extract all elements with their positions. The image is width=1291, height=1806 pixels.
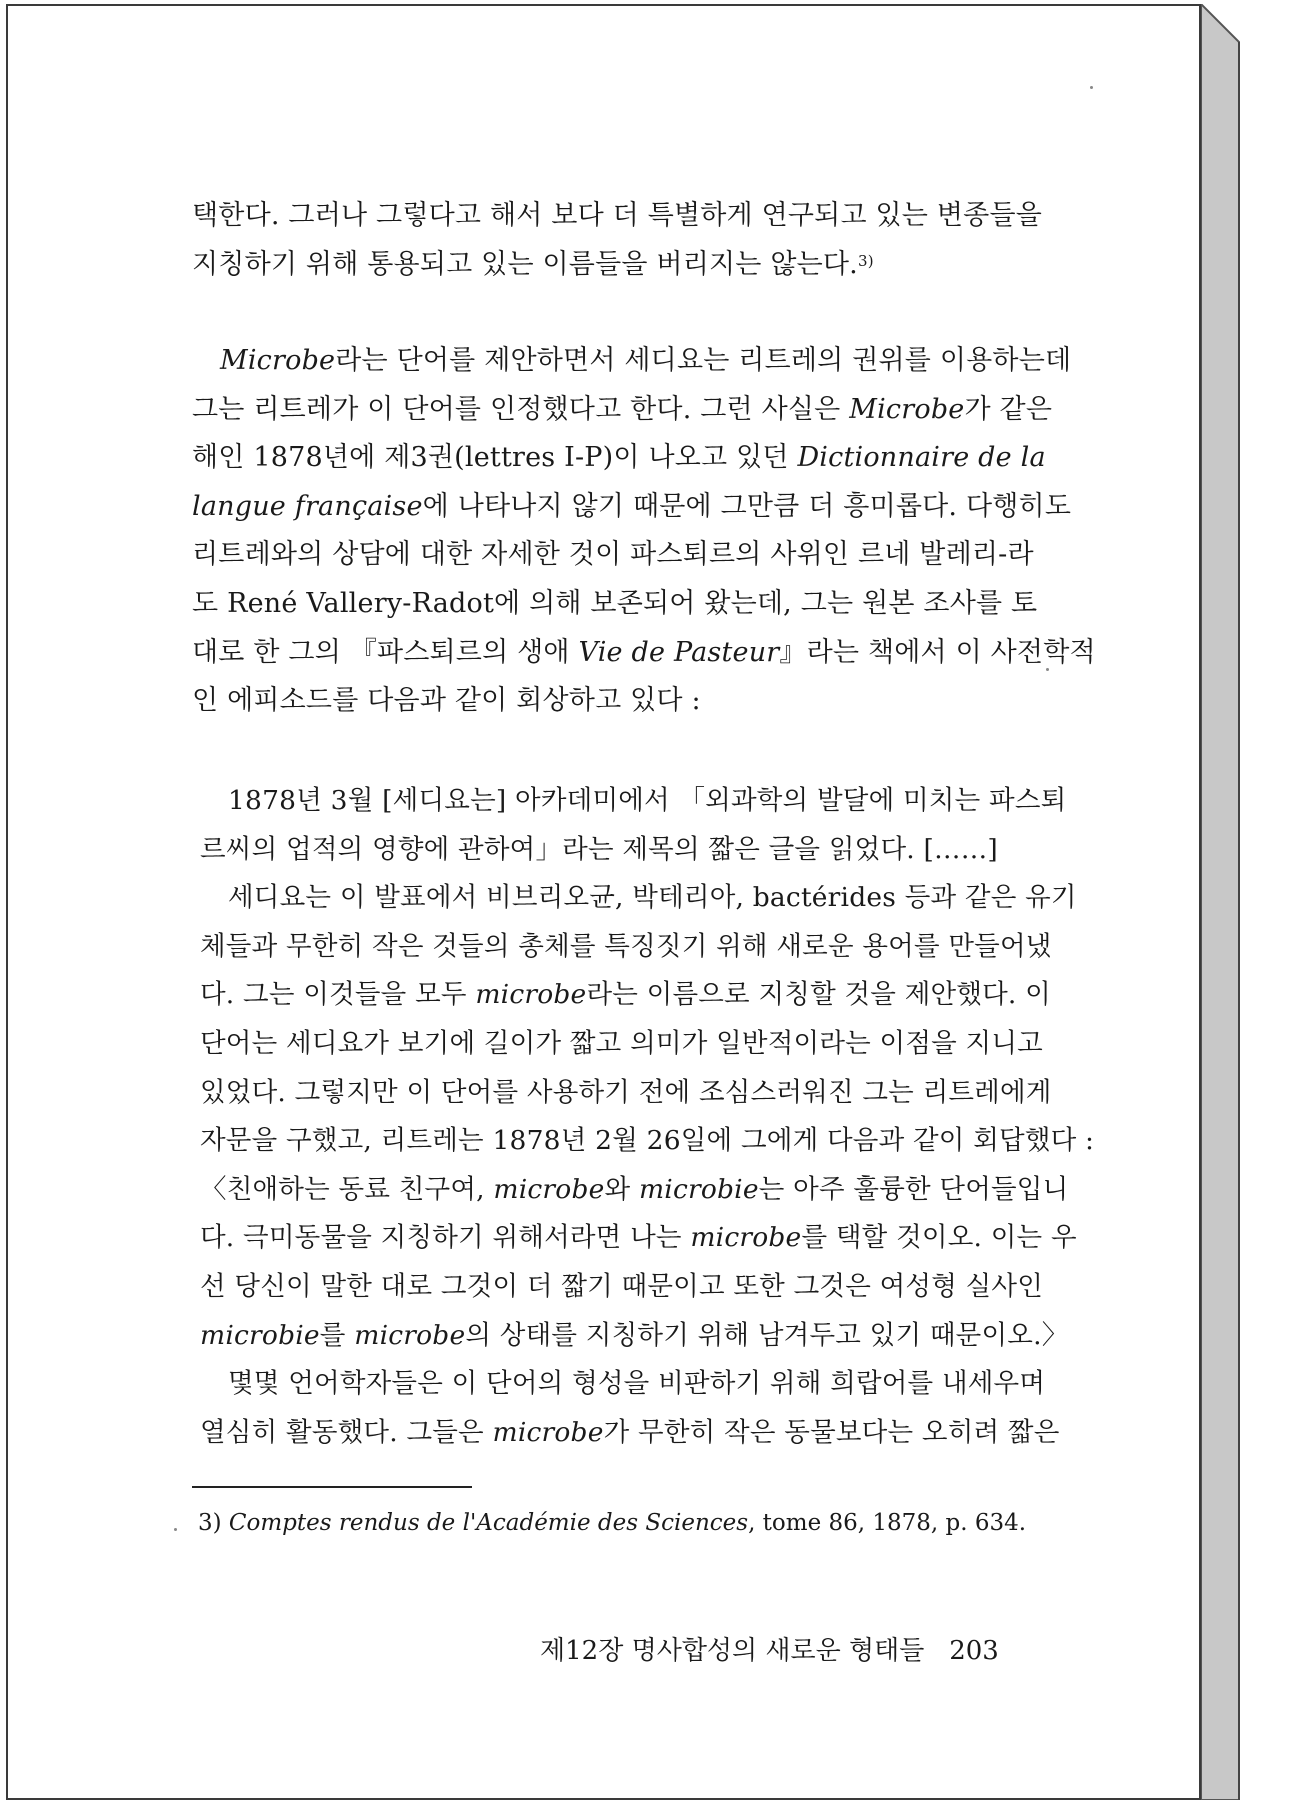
text-span: 지칭하기 위해 통용되고 있는 이름들을 버리지는 않는다. [192, 248, 858, 280]
text-line: 세디요는 이 발표에서 비브리오균, 박테리아, bactérides 등과 같은 유기 [228, 882, 1077, 914]
italic-term: microbe [354, 1319, 466, 1351]
text-span: 가 무한히 작은 동물보다는 오히려 짧은 [603, 1416, 1060, 1448]
text-span: 해인 1878년에 제3권(lettres I-P)이 나오고 있던 [192, 442, 798, 474]
italic-term: microbie [200, 1319, 320, 1351]
text-line [200, 1214, 1077, 1263]
speck [1046, 668, 1049, 671]
italic-term: Microbe [849, 393, 965, 425]
text-span: 그는 리트레가 이 단어를 인정했다고 한다. 그런 사실은 [192, 393, 850, 425]
text-line [192, 241, 1020, 290]
paragraph-microbe-cont [192, 386, 1096, 726]
text-span: 와 [604, 1173, 639, 1205]
text-span: 가 같은 [964, 393, 1053, 425]
chapter-title: 제12장 명사합성의 새로운 형태들 [540, 1636, 925, 1666]
text-line: 인 에피소드를 다음과 같이 회상하고 있다 : [192, 685, 701, 717]
footnote [198, 1510, 1026, 1536]
text-line [192, 434, 1046, 483]
text-span: 라는 이름으로 지칭할 것을 제안했다. 이 [586, 979, 1051, 1011]
text-line [192, 386, 1053, 435]
text-span: 열심히 활동했다. 그들은 [200, 1416, 493, 1448]
block-quote [200, 777, 1095, 1457]
paragraph-microbe [192, 337, 1072, 386]
italic-term: langue française [192, 490, 423, 522]
text-span: 〈친애하는 동료 친구여, [200, 1173, 494, 1205]
text-line [200, 1166, 1069, 1215]
italic-term: microbe [690, 1222, 802, 1254]
text-line [200, 971, 1051, 1020]
text-line: 체들과 무한히 작은 것들의 총체를 특징짓기 위해 새로운 용어를 만들어냈 [200, 930, 1052, 962]
footnote-ref: 3) [857, 251, 874, 270]
italic-term: microbie [638, 1173, 759, 1205]
text-line [192, 629, 1096, 678]
speck [174, 1528, 177, 1531]
italic-term: Vie de Pasteur [578, 636, 780, 668]
text-span: 라는 단어를 제안하면서 세디요는 리트레의 권위를 이용하는데 [335, 345, 1072, 376]
text-line: 도 René Vallery-Radot에 의해 보존되어 왔는데, 그는 원본 조사를 토 [192, 587, 1038, 619]
text-span: 』라는 책에서 이 사전학적 [779, 636, 1096, 668]
italic-term: Dictionnaire de la [797, 442, 1046, 474]
text-line: 르씨의 업적의 영향에 관하여」라는 제목의 짧은 글을 읽었다. [……] [200, 833, 998, 865]
text-span: 는 아주 훌륭한 단어들입니 [758, 1173, 1069, 1205]
italic-term: microbe [475, 979, 587, 1011]
text-span: 의 상태를 지칭하기 위해 남겨두고 있기 때문이오.〉 [465, 1319, 1069, 1351]
text-line: 1878년 3월 [세디요는] 아카데미에서 「외과학의 발달에 미치는 파스퇴 [228, 785, 1067, 816]
paragraph-continued [192, 192, 1043, 289]
text-span: 다. 그는 이것들을 모두 [200, 979, 476, 1011]
speck [1090, 86, 1093, 89]
text-line [200, 1312, 1069, 1361]
page-footer [540, 1630, 999, 1667]
text-line [220, 337, 1072, 386]
text-line [192, 483, 1072, 532]
italic-term: microbe [492, 1416, 604, 1448]
text-span: 를 택할 것이오. 이는 우 [801, 1222, 1077, 1254]
italic-term: Microbe [220, 345, 336, 376]
footnote-divider [192, 1486, 472, 1488]
page-number: 203 [949, 1636, 999, 1666]
book-edge-shading [1201, 4, 1259, 1800]
text-line: 몇몇 언어학자들은 이 단어의 형성을 비판하기 위해 희랍어를 내세우며 [228, 1368, 1046, 1400]
text-span: 에 나타나지 않기 때문에 그만큼 더 흥미롭다. 다행히도 [422, 490, 1072, 522]
text-line [200, 1409, 1060, 1458]
italic-term: microbe [493, 1173, 605, 1205]
text-span: 대로 한 그의 『파스퇴르의 생애 [192, 636, 579, 668]
footnote-details: , tome 86, 1878, p. 634. [748, 1510, 1027, 1536]
text-line: 단어는 세디요가 보기에 길이가 짧고 의미가 일반적이라는 이점을 지니고 [200, 1027, 1043, 1059]
text-line: 자문을 구했고, 리트레는 1878년 2월 26일에 그에게 다음과 같이 회답했다 : [200, 1125, 1095, 1157]
text-line: 있었다. 그렇지만 이 단어를 사용하기 전에 조심스러워진 그는 리트레에게 [200, 1076, 1052, 1108]
footnote-title: Comptes rendus de l'Académie des Sciences [228, 1510, 749, 1536]
text-span: 를 [319, 1319, 355, 1351]
text-line: 택한다. 그러나 그렇다고 해서 보다 더 특별하게 연구되고 있는 변종들을 [192, 200, 1043, 231]
text-line: 선 당신이 말한 대로 그것이 더 짧기 때문이고 또한 그것은 여성형 실사인 [200, 1270, 1044, 1302]
text-line: 리트레와의 상담에 대한 자세한 것이 파스퇴르의 사위인 르네 발레리-라 [192, 539, 1034, 571]
text-span: 다. 극미동물을 지칭하기 위해서라면 나는 [200, 1222, 691, 1254]
footnote-number: 3) [198, 1510, 222, 1536]
